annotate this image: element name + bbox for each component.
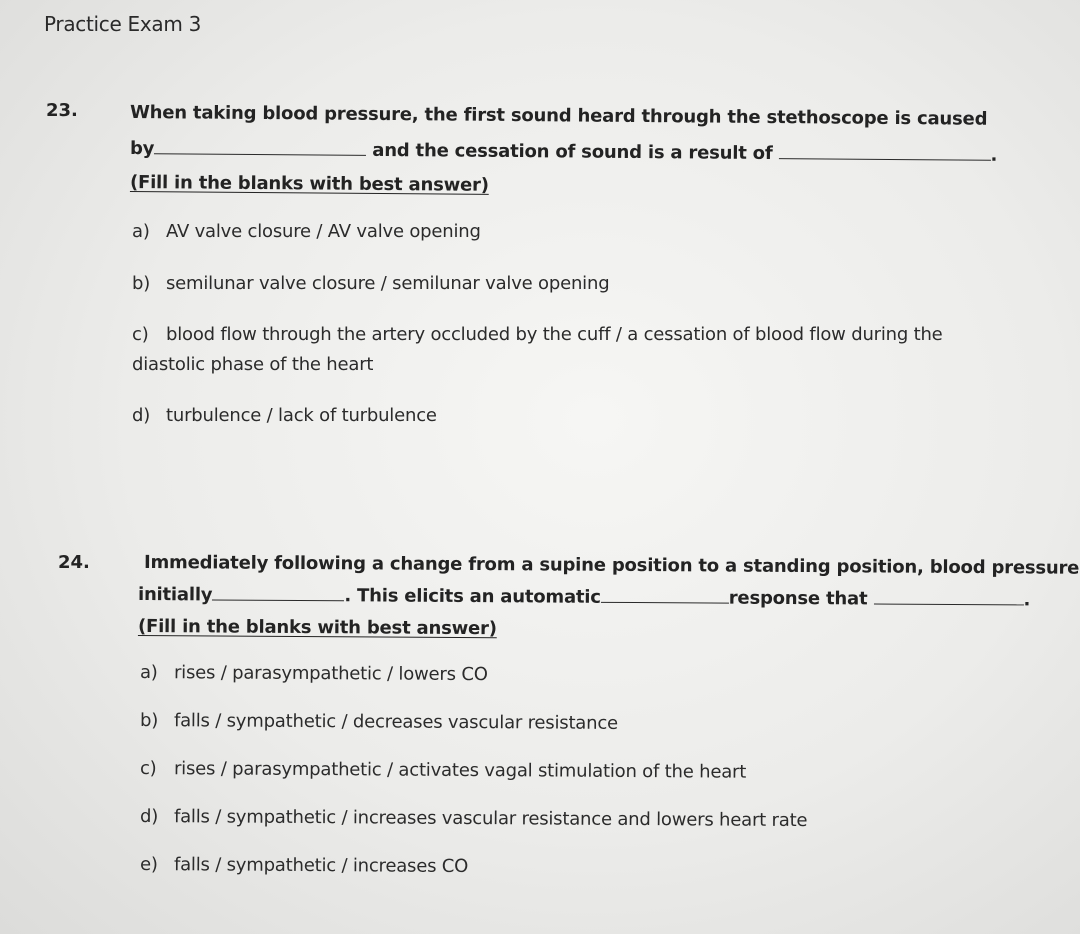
answer-option-c [140,754,746,788]
answer-blank [873,587,1023,605]
answer-option-c-continued: diastolic phase of the heart [132,354,374,375]
stem-text: by [129,138,155,160]
stem-text: initially [137,584,213,606]
page-title: Practice Exam 3 [44,12,202,36]
answer-blank [779,142,991,161]
fill-in-instruction: (Fill in the blanks with best answer) [129,172,489,196]
option-text: semilunar valve closure / semilunar valve opening [166,273,610,294]
option-letter: e) [139,854,158,876]
stem-text: . [1023,589,1031,611]
question-number: 23. [46,100,78,121]
option-letter: b) [139,710,159,732]
option-letter: a) [132,221,150,242]
question-stem-line-2 [130,134,997,171]
option-text: rises / parasympathetic / lowers CO [173,662,488,686]
answer-option-d [140,802,808,836]
answer-option-a [132,217,481,247]
option-letter: c) [139,758,157,780]
option-letter: d) [132,405,151,426]
fill-in-instruction: (Fill in the blanks with best answer) [137,616,497,640]
answer-blank [212,583,344,601]
option-text: falls / sympathetic / increases CO [173,854,469,878]
stem-text: . [990,144,998,166]
stem-text: response that [728,587,868,610]
option-text: falls / sympathetic / decreases vascular resistance [173,710,619,734]
option-letter: a) [139,662,158,684]
question-stem-line-2 [138,580,1030,615]
option-text: rises / parasympathetic / activates vagal stimulation of the heart [173,758,747,783]
option-letter: d) [139,806,159,828]
answer-blank [601,586,729,604]
option-text: AV valve closure / AV valve opening [166,221,481,242]
answer-option-a [140,658,488,690]
answer-option-b [140,706,618,739]
answer-option-b [132,269,609,299]
answer-option-d [132,401,437,431]
option-text: turbulence / lack of turbulence [166,405,437,426]
question-stem-line-1: When taking blood pressure, the first sound heard through the stethoscope is caused [129,102,988,130]
option-letter: c) [132,324,149,345]
question-stem-line-1: Immediately following a change from a supine position to a standing position, blood pressure [143,552,1080,579]
option-text: blood flow through the artery occluded by the cuff / a cessation of blood flow during the [166,324,943,345]
answer-blank [154,137,366,156]
question-number: 24. [58,552,90,573]
answer-option-e [140,850,468,882]
answer-option-c [132,320,943,350]
stem-text: . This elicits an automatic [344,585,601,608]
stem-text: and the cessation of sound is a result of [372,139,773,165]
option-text: falls / sympathetic / increases vascular resistance and lowers heart rate [173,806,808,832]
option-letter: b) [132,273,151,294]
